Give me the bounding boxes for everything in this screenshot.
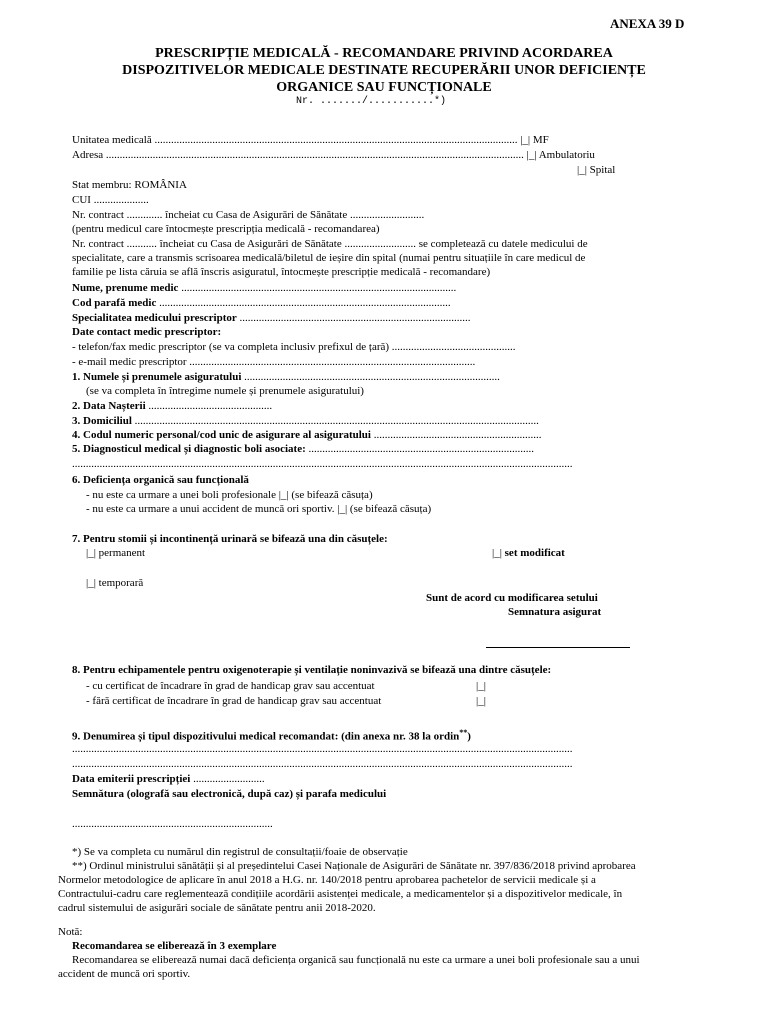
with-certificate-checkbox[interactable]: |_|: [476, 680, 486, 692]
doctor-signature-field[interactable]: .........................................................................: [72, 818, 273, 830]
agree-set-modification: Sunt de acord cu modificarea setului: [426, 592, 598, 604]
patient-name-label: 1. Numele și prenumele asiguratului: [72, 371, 242, 383]
doctor-code-field[interactable]: ..........................................................................................................: [156, 297, 451, 309]
doctor-phone-field[interactable]: - telefon/fax medic prescriptor (se va completa inclusiv prefixul de țară) .............................................: [72, 341, 516, 353]
footnote-1: *) Se va completa cu numărul din registrul de consultații/foaie de observație: [72, 846, 408, 858]
doctor-spec-label: Specialitatea medicului prescriptor: [72, 312, 237, 324]
doctor-code-row: [72, 297, 451, 311]
note-copies: Recomandarea se eliberează în 3 exemplare: [72, 940, 277, 952]
doctor-spec-row: [72, 312, 471, 326]
home-row: [72, 415, 539, 429]
note-line-1: Recomandarea se eliberează numai dacă deficiența organică sau funcțională nu este ca urmare a unei boli profesionale sau a unui: [72, 954, 640, 966]
patient-name-field[interactable]: .............................................................................................: [241, 371, 500, 383]
section9-footnote-mark: **: [459, 728, 468, 737]
doctor-spec-field[interactable]: ....................................................................................: [236, 312, 471, 324]
without-certificate-checkbox[interactable]: |_|: [476, 695, 486, 707]
note-label: Notă:: [58, 926, 83, 938]
section6-accident-checkbox[interactable]: - nu este ca urmare a unui accident de muncă ori sportiv. |_| (se bifează căsuța): [86, 503, 432, 515]
set-modified-checkbox[interactable]: |_|: [492, 547, 505, 559]
permanent-checkbox[interactable]: |_| permanent: [86, 547, 146, 559]
section9-paren: ): [467, 730, 471, 743]
section6-label: 6. Deficiența organică sau funcțională: [72, 474, 249, 486]
diagnosis-field[interactable]: ..................................................................................: [305, 443, 534, 455]
section8-label: 8. Pentru echipamentele pentru oxigenoterapie și ventilație noninvazivă se bifează una dintre căsuțele:: [72, 664, 552, 676]
temporary-checkbox[interactable]: |_| temporară: [86, 577, 144, 589]
contract-note-2a: specialitate, care a transmis scrisoarea medicală/biletul de ieșire din spital (numai pentru situațiile în care medicul de: [72, 252, 586, 264]
device-field-2[interactable]: ......................................................................................................................................................................................: [72, 758, 573, 770]
birth-label: 2. Data Nașterii: [72, 400, 146, 412]
doctor-name-label: Nume, prenume medic: [72, 282, 179, 294]
note-line-2: accident de muncă ori sportiv.: [58, 968, 191, 980]
diagnosis-field-2[interactable]: ......................................................................................................................................................................................: [72, 458, 573, 470]
patient-name-row: [72, 371, 500, 385]
member-state: Stat membru: ROMÂNIA: [72, 179, 187, 191]
title-line-2: DISPOZITIVELOR MEDICALE DESTINATE RECUPERĂRII UNOR DEFICIENȚE: [122, 63, 646, 78]
doctor-contact-label: Date contact medic prescriptor:: [72, 326, 222, 338]
with-certificate-label: - cu certificat de încadrare în grad de handicap grav sau accentuat: [86, 680, 375, 692]
section9-label: [72, 728, 471, 744]
issue-date-label: Data emiterii prescripției: [72, 773, 191, 785]
set-modified-row[interactable]: [492, 547, 565, 561]
doctor-name-field[interactable]: ....................................................................................................: [178, 282, 457, 294]
issue-date-row: [72, 773, 265, 787]
insured-signature-line[interactable]: [486, 647, 630, 648]
doctor-email-field[interactable]: - e-mail medic prescriptor ........................................................................................................: [72, 356, 476, 368]
hospital-checkbox[interactable]: |_| Spital: [577, 164, 616, 176]
doctor-code-label: Cod parafă medic: [72, 297, 157, 309]
prescription-number: Nr. ......./...........*): [296, 96, 447, 107]
address-field[interactable]: Adresa ........................................................................................................................................................ |_| Ambulatoriu: [72, 149, 595, 161]
cui-field[interactable]: CUI ....................: [72, 194, 149, 206]
home-field[interactable]: ...................................................................................................................................................: [131, 415, 539, 427]
birth-field[interactable]: .............................................: [145, 400, 273, 412]
home-label: 3. Domiciliul: [72, 415, 132, 427]
cnp-row: [72, 429, 541, 443]
device-field-1[interactable]: ......................................................................................................................................................................................: [72, 743, 573, 755]
doctor-signature-label: Semnătura (olografă sau electronică, după caz) și parafa medicului: [72, 788, 387, 800]
contract-field-1[interactable]: Nr. contract ............. încheiat cu Casa de Asigurări de Sănătate ...........................: [72, 209, 425, 221]
contract-note-2b: familie pe lista căruia se află înscris asiguratul, întocmește prescripție medicală - recomandare): [72, 266, 491, 278]
footnote-2-line-4: cadrul sistemului de asigurări sociale de sănătate pentru anii 2018-2020.: [58, 902, 376, 914]
insured-signature-label: Semnatura asigurat: [508, 606, 602, 618]
cnp-field[interactable]: .............................................................: [370, 429, 542, 441]
footnote-2-line-2: Normelor metodologice de aplicare în anul 2018 a H.G. nr. 140/2018 pentru aprobarea pachetelor de servicii medicale și a: [58, 874, 596, 886]
diagnosis-label: 5. Diagnosticul medical și diagnostic boli asociate:: [72, 443, 306, 455]
section7-label: 7. Pentru stomii și incontinență urinară se bifează una din căsuțele:: [72, 533, 388, 545]
contract-field-2[interactable]: Nr. contract ........... încheiat cu Casa de Asigurări de Sănătate .......................... se completează cu datele medicului de: [72, 238, 588, 250]
contract-note-1: (pentru medicul care întocmește prescripția medicală - recomandarea): [72, 223, 380, 235]
title-line-3: ORGANICE SAU FUNCȚIONALE: [276, 80, 492, 95]
set-modified-label: set modificat: [504, 547, 565, 559]
section6-occupational-checkbox[interactable]: - nu este ca urmare a unei boli profesionale |_| (se bifează căsuța): [86, 489, 373, 501]
patient-name-note: (se va completa în întregime numele și prenumele asiguratului): [86, 385, 364, 397]
medical-unit-field[interactable]: Unitatea medicală .................................................................................................................................... |_| MF: [72, 134, 549, 146]
issue-date-field[interactable]: ..........................: [190, 773, 265, 785]
birth-row: [72, 400, 272, 414]
footnote-2-line-3: Contractului-cadru care reglementează condițiile acordării asistenței medicale, a medicamentelor și a dispozitivelor medicale, în: [58, 888, 623, 900]
diagnosis-row: [72, 443, 534, 457]
section9-text: 9. Denumirea și tipul dispozitivului medical recomandat: (din anexa nr. 38 la ordin: [72, 730, 460, 743]
cnp-label: 4. Codul numeric personal/cod unic de asigurare al asiguratului: [72, 429, 371, 441]
footnote-2-line-1: **) Ordinul ministrului sănătății și al președintelui Casei Naționale de Asigurări de Sănătate nr. 397/836/2018 privind aprobarea: [72, 860, 636, 872]
title-line-1: PRESCRIPȚIE MEDICALĂ - RECOMANDARE PRIVIND ACORDAREA: [155, 46, 613, 61]
annex-label: ANEXA 39 D: [610, 16, 685, 31]
doctor-name-row: [72, 282, 456, 296]
without-certificate-label: - fără certificat de încadrare în grad de handicap grav sau accentuat: [86, 695, 382, 707]
